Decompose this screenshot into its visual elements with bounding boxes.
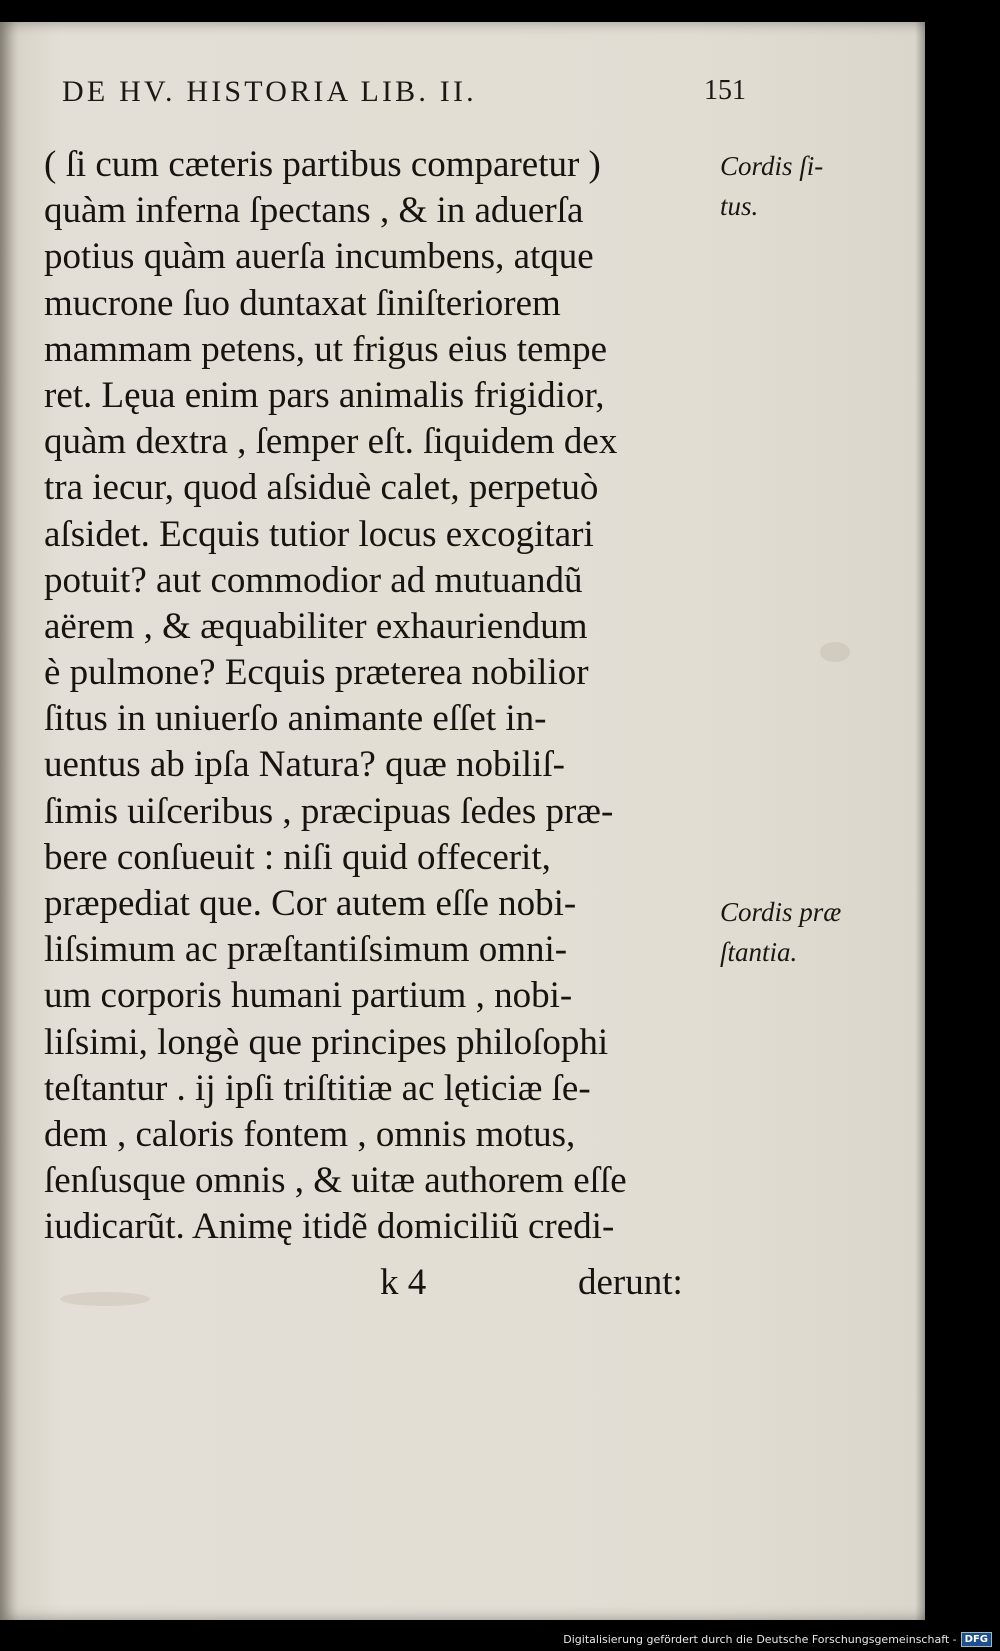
text-line-content: uentus ab ipſa Natura? quæ nobiliſ-: [44, 744, 565, 786]
text-line: [44, 1112, 724, 1158]
running-title: DE HV. HISTORIA LIB. II.: [62, 75, 477, 108]
text-line: [44, 604, 724, 650]
catchword: derunt:: [578, 1262, 683, 1303]
text-line: [44, 650, 724, 696]
dfg-logo-icon: DFG: [961, 1632, 992, 1647]
text-line: [44, 1158, 724, 1204]
text-line: [44, 927, 724, 973]
text-line-content: potius quàm auerſa incumbens, atque: [44, 236, 594, 278]
text-line-content: liſsimi, longè que principes philoſophi: [44, 1021, 609, 1063]
text-line: [44, 789, 724, 835]
running-header: [62, 75, 752, 109]
text-line-content: liſsimum ac præſtantiſsimum omni-: [44, 929, 568, 971]
text-line-content: ſitus in uniuerſo animante eſſet in-: [44, 698, 547, 740]
text-line: [44, 327, 724, 373]
text-line: [44, 1020, 724, 1066]
text-line-content: præpediat que. Cor autem eſſe nobi-: [44, 883, 577, 924]
text-line: [44, 188, 724, 234]
page-number: 151: [704, 75, 746, 106]
text-line-content: dem , caloris fontem , omnis motus,: [44, 1113, 576, 1155]
text-line-content: è pulmone? Ecquis præterea nobilior: [44, 652, 589, 694]
text-line: [44, 881, 724, 927]
text-line-content: mammam petens, ut frigus eius tempe: [44, 328, 608, 370]
text-line-content: quàm dextra , ſemper eſt. ſiquidem dex: [44, 421, 618, 463]
text-line-content: iudicarũt. Animę itidẽ domiciliũ credi-: [44, 1206, 615, 1248]
text-line-content: ſimis uiſceribus , præcipuas ſedes præ-: [44, 790, 614, 832]
text-line-content: quàm inferna ſpectans , & in aduerſa: [44, 190, 584, 232]
text-line-content: bere conſueuit : niſi quid offecerit,: [44, 836, 551, 878]
text-line: [44, 558, 724, 604]
text-line: [44, 512, 724, 558]
text-line: [44, 696, 724, 742]
text-line: [44, 281, 724, 327]
margin-note-cordis-praestantia: [720, 892, 841, 972]
text-line-content: aſsidet. Ecquis tutior locus excogitari: [44, 513, 594, 555]
text-line: [44, 465, 724, 511]
text-line: [44, 419, 724, 465]
digitization-credit: [563, 1632, 992, 1647]
text-line: [44, 1204, 724, 1250]
text-line-content: ( ſi cum cæteris partibus comparetur ): [44, 144, 601, 185]
text-line-content: tra iecur, quod aſsiduè calet, perpetuò: [44, 467, 599, 509]
text-line: [44, 1066, 724, 1112]
text-line: [44, 835, 724, 881]
paper-stain: [60, 1292, 150, 1306]
margin-note-line: Cordis præ: [720, 897, 842, 927]
paper-stain: [820, 642, 850, 662]
text-line-content: um corporis humani partium , nobi-: [44, 975, 573, 1017]
margin-note-cordis-situs: [720, 146, 823, 226]
margin-note-line: Cordis ſi-: [720, 151, 824, 181]
text-line-content: potuit? aut commodior ad mutuandũ: [44, 559, 583, 601]
main-text: [44, 142, 724, 1251]
text-line: [44, 742, 724, 788]
credit-text: Digitalisierung gefördert durch die Deutsche Forschungsgemeinschaft -: [563, 1633, 957, 1646]
signature-mark: k 4: [380, 1262, 427, 1303]
text-line-content: ret. Lęua enim pars animalis frigidior,: [44, 374, 605, 416]
text-line: [44, 234, 724, 280]
text-line: [44, 973, 724, 1019]
text-line-content: teſtantur . ij ipſi triſtitiæ ac lęticiæ ſe-: [44, 1067, 591, 1109]
text-line-content: ſenſusque omnis , & uitæ authorem eſſe: [44, 1160, 627, 1202]
margin-note-line: tus.: [720, 191, 759, 221]
text-line-content: mucrone ſuo duntaxat ſiniſteriorem: [44, 282, 561, 324]
text-line: [44, 373, 724, 419]
margin-note-line: ſtantia.: [720, 937, 798, 967]
text-line: [44, 142, 724, 188]
text-line-content: aërem , & æquabiliter exhauriendum: [44, 605, 588, 647]
